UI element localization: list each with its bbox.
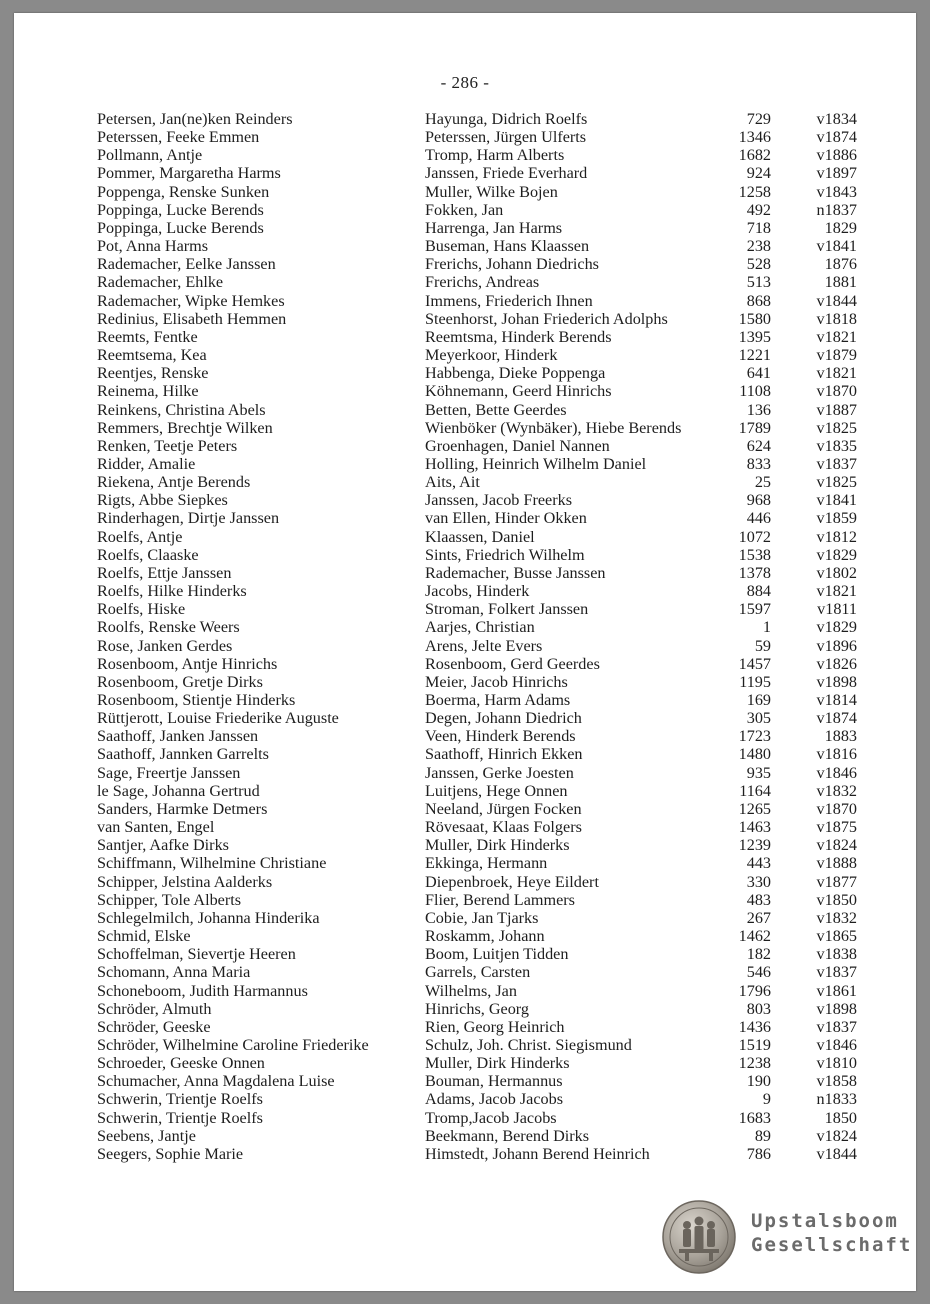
entry-number: 1195 bbox=[739, 672, 771, 691]
entry-spouse: Sints, Friedrich Wilhelm bbox=[425, 545, 585, 564]
entry-name: Schomann, Anna Maria bbox=[97, 963, 251, 982]
entry-name: Reentjes, Renske bbox=[97, 364, 209, 383]
entry-name: Schipper, Tole Alberts bbox=[97, 890, 242, 909]
entry-number: 9 bbox=[762, 1090, 771, 1109]
entry-row bbox=[97, 818, 857, 836]
seal-icon bbox=[661, 1199, 737, 1275]
entry-row bbox=[97, 237, 857, 255]
entry-year: v1870 bbox=[816, 382, 857, 401]
entry-spouse: Muller, Dirk Hinderks bbox=[425, 1054, 570, 1073]
entry-row bbox=[97, 401, 857, 419]
entry-number: 1072 bbox=[738, 527, 771, 546]
entry-name: Rüttjerott, Louise Friederike Auguste bbox=[97, 709, 339, 728]
entry-spouse: Meier, Jacob Hinrichs bbox=[425, 672, 568, 691]
entry-row bbox=[97, 1127, 857, 1145]
entry-year: v1811 bbox=[817, 600, 857, 619]
entry-spouse: Garrels, Carsten bbox=[425, 963, 531, 982]
entry-year: v1834 bbox=[816, 110, 857, 128]
entry-year: v1877 bbox=[816, 872, 857, 891]
entry-spouse: Veen, Hinderk Berends bbox=[425, 727, 576, 746]
entry-name: Schröder, Almuth bbox=[97, 999, 212, 1018]
entry-number: 1378 bbox=[738, 563, 771, 582]
entry-year: v1844 bbox=[816, 1144, 857, 1163]
entry-number: 833 bbox=[746, 454, 771, 473]
entry-spouse: Boerma, Harm Adams bbox=[425, 691, 571, 709]
entry-row bbox=[97, 437, 857, 455]
page-number: - 286 - bbox=[440, 73, 490, 92]
entry-spouse: Tromp,Jacob Jacobs bbox=[425, 1108, 557, 1127]
entry-number: 1462 bbox=[738, 927, 771, 946]
logo-title-line2: Gesellschaft bbox=[751, 1234, 913, 1256]
entry-name: Ridder, Amalie bbox=[97, 454, 196, 473]
entry-year: v1887 bbox=[816, 400, 857, 419]
entry-name: Schröder, Wilhelmine Caroline Friederike bbox=[97, 1035, 369, 1054]
entry-spouse: Groenhagen, Daniel Nannen bbox=[425, 436, 610, 455]
entry-number: 1265 bbox=[738, 799, 771, 818]
entry-row bbox=[97, 1109, 857, 1127]
entry-year: 1850 bbox=[824, 1108, 857, 1127]
entry-spouse: Klaassen, Daniel bbox=[425, 527, 535, 546]
entry-number: 1463 bbox=[738, 818, 771, 837]
entry-row bbox=[97, 727, 857, 745]
entry-name: Reemts, Fentke bbox=[97, 327, 198, 346]
entry-year: v1859 bbox=[816, 509, 857, 528]
entry-number: 446 bbox=[746, 509, 771, 528]
entry-year: v1837 bbox=[816, 1017, 857, 1036]
entry-number: 492 bbox=[746, 200, 771, 219]
entry-number: 1164 bbox=[739, 781, 771, 800]
entry-row bbox=[97, 382, 857, 400]
entry-year: v1829 bbox=[816, 545, 857, 564]
entry-year: v1825 bbox=[816, 418, 857, 437]
entry-row bbox=[97, 473, 857, 491]
entry-year: v1824 bbox=[816, 836, 857, 855]
entry-spouse: Reemtsma, Hinderk Berends bbox=[425, 327, 612, 346]
entry-spouse: Wienböker (Wynbäker), Hiebe Berends bbox=[425, 418, 682, 437]
entry-name: Schmid, Elske bbox=[97, 927, 191, 946]
entry-name: Schröder, Geeske bbox=[97, 1017, 211, 1036]
entry-row bbox=[97, 691, 857, 709]
entry-number: 546 bbox=[746, 963, 771, 982]
entry-spouse: Aits, Ait bbox=[425, 473, 480, 492]
entry-number: 924 bbox=[746, 164, 771, 183]
entry-row bbox=[97, 1036, 857, 1054]
entry-spouse: Adams, Jacob Jacobs bbox=[425, 1090, 564, 1109]
entry-year: v1875 bbox=[816, 818, 857, 837]
entry-number: 136 bbox=[746, 400, 771, 419]
entry-number: 1258 bbox=[738, 182, 771, 201]
entry-year: v1837 bbox=[816, 963, 857, 982]
entry-spouse: Peterssen, Jürgen Ulferts bbox=[425, 128, 587, 147]
entry-number: 1789 bbox=[738, 418, 771, 437]
entry-number: 624 bbox=[746, 436, 771, 455]
entry-spouse: Arens, Jelte Evers bbox=[425, 636, 543, 655]
entry-year: 1881 bbox=[824, 273, 857, 292]
entry-number: 330 bbox=[746, 872, 771, 891]
entry-name: Petersen, Jan(ne)ken Reinders bbox=[97, 110, 293, 128]
entry-number: 884 bbox=[746, 582, 771, 601]
entry-spouse: Rien, Georg Heinrich bbox=[425, 1017, 565, 1036]
entry-year: v1846 bbox=[816, 763, 857, 782]
entry-row bbox=[97, 963, 857, 981]
entry-number: 1346 bbox=[738, 128, 771, 147]
entry-number: 238 bbox=[746, 237, 771, 256]
entry-row bbox=[97, 273, 857, 291]
entry-year: v1861 bbox=[816, 981, 857, 1000]
entry-spouse: Tromp, Harm Alberts bbox=[425, 146, 565, 165]
entry-row bbox=[97, 346, 857, 364]
entry-list bbox=[97, 110, 857, 1163]
entry-row bbox=[97, 1018, 857, 1036]
entry-number: 1239 bbox=[738, 836, 771, 855]
entry-spouse: Bouman, Hermannus bbox=[425, 1072, 563, 1091]
entry-name: Rademacher, Eelke Janssen bbox=[97, 255, 276, 274]
entry-row bbox=[97, 255, 857, 273]
entry-number: 59 bbox=[754, 636, 771, 655]
entry-name: Roelfs, Ettje Janssen bbox=[97, 563, 232, 582]
entry-spouse: van Ellen, Hinder Okken bbox=[425, 509, 587, 528]
entry-name: van Santen, Engel bbox=[97, 818, 215, 837]
entry-year: 1883 bbox=[824, 727, 857, 746]
entry-row bbox=[97, 891, 857, 909]
entry-name: Schwerin, Trientje Roelfs bbox=[97, 1108, 263, 1127]
entry-year: v1818 bbox=[816, 309, 857, 328]
entry-year: v1850 bbox=[816, 890, 857, 909]
entry-spouse: Roskamm, Johann bbox=[425, 927, 545, 946]
entry-name: Seegers, Sophie Marie bbox=[97, 1144, 244, 1163]
entry-spouse: Rademacher, Busse Janssen bbox=[425, 563, 606, 582]
entry-name: Schlegelmilch, Johanna Hinderika bbox=[97, 908, 320, 927]
entry-year: v1814 bbox=[816, 691, 857, 709]
entry-row bbox=[97, 945, 857, 963]
entry-number: 786 bbox=[746, 1144, 771, 1163]
entry-number: 443 bbox=[746, 854, 771, 873]
entry-spouse: Holling, Heinrich Wilhelm Daniel bbox=[425, 454, 647, 473]
entry-row bbox=[97, 183, 857, 201]
entry-number: 1480 bbox=[738, 745, 771, 764]
entry-row bbox=[97, 110, 857, 128]
entry-name: Rosenboom, Antje Hinrichs bbox=[97, 654, 278, 673]
entry-spouse: Jacobs, Hinderk bbox=[425, 582, 530, 601]
entry-name: Pot, Anna Harms bbox=[97, 237, 209, 256]
entry-year: v1821 bbox=[816, 364, 857, 383]
entry-year: v1826 bbox=[816, 654, 857, 673]
entry-row bbox=[97, 873, 857, 891]
entry-row bbox=[97, 292, 857, 310]
entry-spouse: Harrenga, Jan Harms bbox=[425, 218, 563, 237]
entry-number: 968 bbox=[746, 491, 771, 510]
entry-name: Poppenga, Renske Sunken bbox=[97, 182, 270, 201]
entry-spouse: Muller, Wilke Bojen bbox=[425, 182, 558, 201]
entry-name: Schipper, Jelstina Aalderks bbox=[97, 872, 273, 891]
entry-number: 718 bbox=[746, 218, 771, 237]
entry-year: v1896 bbox=[816, 636, 857, 655]
entry-row bbox=[97, 745, 857, 763]
logo-title-line1: Upstalsboom bbox=[751, 1210, 899, 1232]
entry-spouse: Stroman, Folkert Janssen bbox=[425, 600, 589, 619]
entry-spouse: Hayunga, Didrich Roelfs bbox=[425, 110, 588, 128]
entry-row bbox=[97, 146, 857, 164]
entry-number: 1457 bbox=[738, 654, 771, 673]
entry-name: Roolfs, Renske Weers bbox=[97, 618, 240, 637]
entry-spouse: Beekmann, Berend Dirks bbox=[425, 1126, 590, 1145]
entry-row bbox=[97, 800, 857, 818]
entry-year: v1874 bbox=[816, 128, 857, 147]
entry-name: Rademacher, Wipke Hemkes bbox=[97, 291, 285, 310]
entry-row bbox=[97, 1072, 857, 1090]
entry-spouse: Diepenbroek, Heye Eildert bbox=[425, 872, 599, 891]
entry-name: Redinius, Elisabeth Hemmen bbox=[97, 309, 287, 328]
entry-name: Schroeder, Geeske Onnen bbox=[97, 1054, 265, 1073]
entry-spouse: Steenhorst, Johan Friederich Adolphs bbox=[425, 309, 668, 328]
entry-number: 1580 bbox=[738, 309, 771, 328]
entry-number: 1597 bbox=[738, 600, 771, 619]
entry-spouse: Himstedt, Johann Berend Heinrich bbox=[425, 1144, 650, 1163]
document-page bbox=[14, 13, 916, 1291]
entry-year: v1897 bbox=[816, 164, 857, 183]
entry-row bbox=[97, 1000, 857, 1018]
entry-year: v1821 bbox=[816, 327, 857, 346]
entry-spouse: Habbenga, Dieke Poppenga bbox=[425, 364, 606, 383]
entry-row bbox=[97, 564, 857, 582]
entry-spouse: Buseman, Hans Klaassen bbox=[425, 237, 590, 256]
entry-year: v1810 bbox=[816, 1054, 857, 1073]
entry-spouse: Meyerkoor, Hinderk bbox=[425, 346, 558, 365]
entry-year: v1841 bbox=[816, 237, 857, 256]
entry-spouse: Cobie, Jan Tjarks bbox=[425, 908, 539, 927]
entry-year: 1829 bbox=[824, 218, 857, 237]
entry-name: Pommer, Margaretha Harms bbox=[97, 164, 281, 183]
entry-name: Reemtsema, Kea bbox=[97, 346, 207, 365]
entry-year: n1837 bbox=[816, 200, 857, 219]
entry-spouse: Immens, Friederich Ihnen bbox=[425, 291, 593, 310]
entry-name: Roelfs, Antje bbox=[97, 527, 183, 546]
entry-year: v1858 bbox=[816, 1072, 857, 1091]
entry-year: v1879 bbox=[816, 346, 857, 365]
entry-row bbox=[97, 491, 857, 509]
entry-name: Reinema, Hilke bbox=[97, 382, 199, 401]
entry-year: v1821 bbox=[816, 582, 857, 601]
entry-spouse: Degen, Johann Diedrich bbox=[425, 709, 582, 728]
entry-name: Rinderhagen, Dirtje Janssen bbox=[97, 509, 280, 528]
entry-year: v1846 bbox=[816, 1035, 857, 1054]
entry-number: 1796 bbox=[738, 981, 771, 1000]
entry-name: Roelfs, Hilke Hinderks bbox=[97, 582, 247, 601]
entry-row bbox=[97, 655, 857, 673]
entry-number: 89 bbox=[754, 1126, 771, 1145]
entry-spouse: Flier, Berend Lammers bbox=[425, 890, 575, 909]
entry-row bbox=[97, 582, 857, 600]
entry-year: v1886 bbox=[816, 146, 857, 165]
entry-number: 1682 bbox=[738, 146, 771, 165]
entry-row bbox=[97, 364, 857, 382]
entry-year: v1825 bbox=[816, 473, 857, 492]
entry-name: Saathoff, Janken Janssen bbox=[97, 727, 259, 746]
society-logo bbox=[661, 1199, 913, 1275]
entry-row bbox=[97, 709, 857, 727]
entry-year: v1802 bbox=[816, 563, 857, 582]
entry-row bbox=[97, 782, 857, 800]
entry-number: 729 bbox=[746, 110, 771, 128]
entry-year: v1865 bbox=[816, 927, 857, 946]
entry-number: 483 bbox=[746, 890, 771, 909]
entry-row bbox=[97, 764, 857, 782]
entry-name: Poppinga, Lucke Berends bbox=[97, 218, 264, 237]
entry-name: Riekena, Antje Berends bbox=[97, 473, 251, 492]
entry-number: 1 bbox=[762, 618, 771, 637]
entry-spouse: Köhnemann, Geerd Hinrichs bbox=[425, 382, 612, 401]
entry-row bbox=[97, 164, 857, 182]
entry-row bbox=[97, 600, 857, 618]
entry-year: v1837 bbox=[816, 454, 857, 473]
entry-number: 1683 bbox=[738, 1108, 771, 1127]
entry-spouse: Neeland, Jürgen Focken bbox=[425, 799, 582, 818]
entry-number: 1519 bbox=[738, 1035, 771, 1054]
entry-name: Schiffmann, Wilhelmine Christiane bbox=[97, 854, 327, 873]
entry-name: Schumacher, Anna Magdalena Luise bbox=[97, 1072, 335, 1091]
entry-number: 190 bbox=[746, 1072, 771, 1091]
entry-year: v1874 bbox=[816, 709, 857, 728]
entry-spouse: Janssen, Friede Everhard bbox=[425, 164, 588, 183]
entry-row bbox=[97, 201, 857, 219]
entry-row bbox=[97, 219, 857, 237]
entry-number: 169 bbox=[746, 691, 771, 709]
entry-spouse: Boom, Luitjen Tidden bbox=[425, 945, 569, 964]
entry-number: 528 bbox=[746, 255, 771, 274]
entry-spouse: Frerichs, Andreas bbox=[425, 273, 540, 292]
entry-year: v1888 bbox=[816, 854, 857, 873]
entry-name: Schwerin, Trientje Roelfs bbox=[97, 1090, 263, 1109]
entry-number: 305 bbox=[746, 709, 771, 728]
entry-row bbox=[97, 836, 857, 854]
entry-spouse: Janssen, Gerke Joesten bbox=[425, 763, 574, 782]
entry-spouse: Rövesaat, Klaas Folgers bbox=[425, 818, 582, 837]
entry-spouse: Rosenboom, Gerd Geerdes bbox=[425, 654, 600, 673]
entry-name: Rose, Janken Gerdes bbox=[97, 636, 233, 655]
entry-number: 25 bbox=[754, 473, 771, 492]
entry-row bbox=[97, 128, 857, 146]
entry-row bbox=[97, 927, 857, 945]
entry-row bbox=[97, 328, 857, 346]
entry-name: Saathoff, Jannken Garrelts bbox=[97, 745, 269, 764]
entry-row bbox=[97, 1054, 857, 1072]
entry-row bbox=[97, 419, 857, 437]
entry-year: v1829 bbox=[816, 618, 857, 637]
entry-name: Roelfs, Hiske bbox=[97, 600, 186, 619]
entry-row bbox=[97, 854, 857, 872]
entry-name: Roelfs, Claaske bbox=[97, 545, 199, 564]
entry-number: 1221 bbox=[738, 346, 771, 365]
entry-number: 641 bbox=[746, 364, 771, 383]
entry-number: 935 bbox=[746, 763, 771, 782]
entry-name: Schoneboom, Judith Harmannus bbox=[97, 981, 308, 1000]
entry-spouse: Betten, Bette Geerdes bbox=[425, 400, 567, 419]
entry-name: Pollmann, Antje bbox=[97, 146, 203, 165]
entry-name: Rosenboom, Gretje Dirks bbox=[97, 672, 263, 691]
entry-number: 182 bbox=[746, 945, 771, 964]
entry-year: v1816 bbox=[816, 745, 857, 764]
entry-number: 1436 bbox=[738, 1017, 771, 1036]
entry-name: Peterssen, Feeke Emmen bbox=[97, 128, 260, 147]
entry-spouse: Ekkinga, Hermann bbox=[425, 854, 548, 873]
entry-year: 1876 bbox=[824, 255, 857, 274]
entry-name: Schoffelman, Sievertje Heeren bbox=[97, 945, 296, 964]
entry-row bbox=[97, 637, 857, 655]
entry-name: Rosenboom, Stientje Hinderks bbox=[97, 691, 296, 709]
entry-year: n1833 bbox=[816, 1090, 857, 1109]
entry-name: Sanders, Harmke Detmers bbox=[97, 799, 268, 818]
entry-spouse: Frerichs, Johann Diedrichs bbox=[425, 255, 599, 274]
entry-number: 803 bbox=[746, 999, 771, 1018]
entry-year: v1843 bbox=[816, 182, 857, 201]
entry-year: v1824 bbox=[816, 1126, 857, 1145]
entry-spouse: Hinrichs, Georg bbox=[425, 999, 530, 1018]
entry-number: 1108 bbox=[739, 382, 771, 401]
entry-row bbox=[97, 618, 857, 636]
entry-number: 513 bbox=[746, 273, 771, 292]
entry-row bbox=[97, 909, 857, 927]
entry-spouse: Janssen, Jacob Freerks bbox=[425, 491, 572, 510]
entry-name: Renken, Teetje Peters bbox=[97, 436, 238, 455]
entry-spouse: Fokken, Jan bbox=[425, 200, 504, 219]
entry-name: Poppinga, Lucke Berends bbox=[97, 200, 264, 219]
entry-row bbox=[97, 982, 857, 1000]
entry-spouse: Wilhelms, Jan bbox=[425, 981, 517, 1000]
entry-number: 1395 bbox=[738, 327, 771, 346]
entry-name: Rademacher, Ehlke bbox=[97, 273, 224, 292]
entry-spouse: Saathoff, Hinrich Ekken bbox=[425, 745, 583, 764]
entry-row bbox=[97, 546, 857, 564]
entry-year: v1835 bbox=[816, 436, 857, 455]
entry-year: v1812 bbox=[816, 527, 857, 546]
entry-number: 1238 bbox=[738, 1054, 771, 1073]
entry-row bbox=[97, 673, 857, 691]
entry-year: v1898 bbox=[816, 672, 857, 691]
entry-number: 868 bbox=[746, 291, 771, 310]
entry-name: Reinkens, Christina Abels bbox=[97, 400, 266, 419]
entry-row bbox=[97, 310, 857, 328]
entry-spouse: Muller, Dirk Hinderks bbox=[425, 836, 570, 855]
entry-year: v1841 bbox=[816, 491, 857, 510]
entry-name: Santjer, Aafke Dirks bbox=[97, 836, 229, 855]
entry-spouse: Aarjes, Christian bbox=[425, 618, 535, 637]
entry-spouse: Luitjens, Hege Onnen bbox=[425, 781, 568, 800]
entry-year: v1844 bbox=[816, 291, 857, 310]
entry-number: 1538 bbox=[738, 545, 771, 564]
entry-name: Rigts, Abbe Siepkes bbox=[97, 491, 228, 510]
entry-number: 267 bbox=[746, 908, 771, 927]
entry-row bbox=[97, 509, 857, 527]
entry-year: v1838 bbox=[816, 945, 857, 964]
entry-name: Remmers, Brechtje Wilken bbox=[97, 418, 273, 437]
entry-name: Sage, Freertje Janssen bbox=[97, 763, 241, 782]
entry-year: v1832 bbox=[816, 908, 857, 927]
entry-row bbox=[97, 455, 857, 473]
entry-row bbox=[97, 528, 857, 546]
entry-spouse: Schulz, Joh. Christ. Siegismund bbox=[425, 1035, 632, 1054]
entry-name: le Sage, Johanna Gertrud bbox=[97, 781, 260, 800]
entry-year: v1870 bbox=[816, 799, 857, 818]
entry-year: v1832 bbox=[816, 781, 857, 800]
entry-year: v1898 bbox=[816, 999, 857, 1018]
entry-row bbox=[97, 1145, 857, 1163]
entry-name: Seebens, Jantje bbox=[97, 1126, 196, 1145]
entry-number: 1723 bbox=[738, 727, 771, 746]
entry-row bbox=[97, 1090, 857, 1108]
